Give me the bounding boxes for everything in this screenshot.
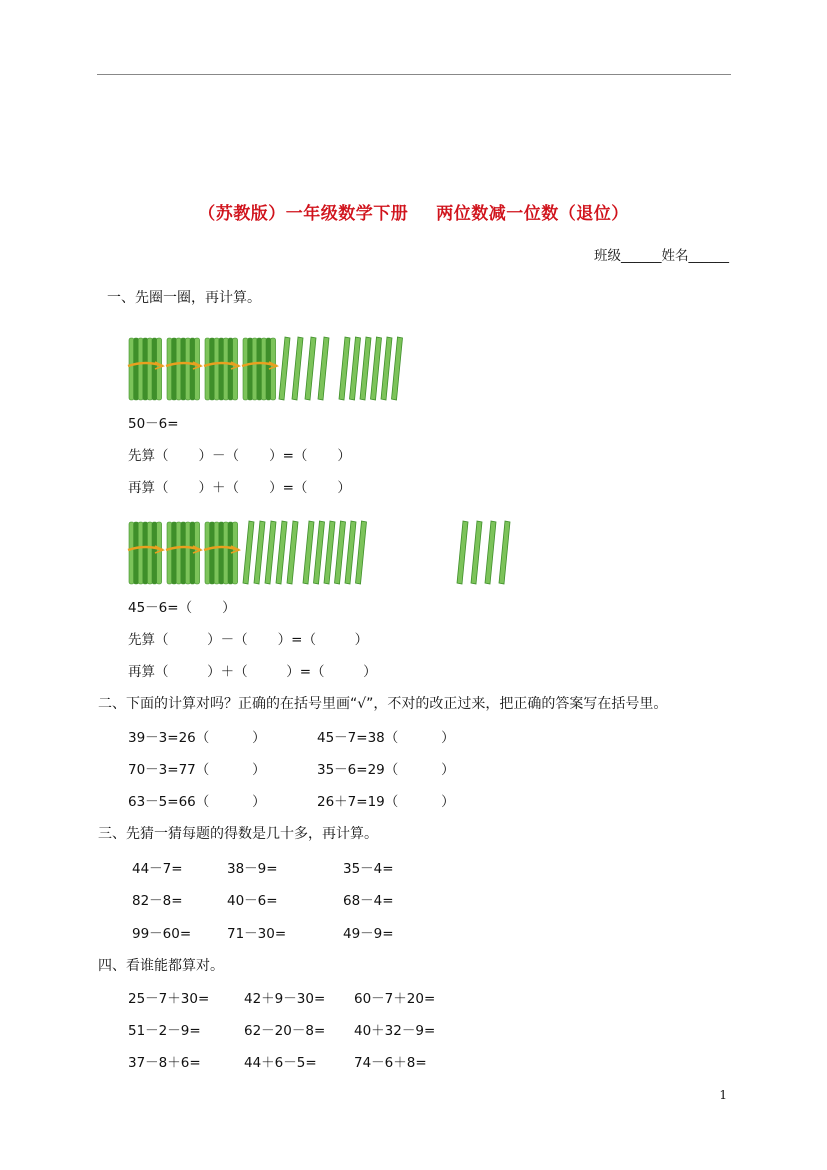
q2-step1: 先算（ ）－（ ）=（ ） [128,632,369,648]
single-stick [392,337,403,400]
class-name-line: 班级______姓名______ [594,248,729,264]
stick-bundle [204,338,239,400]
stick-bundle [166,338,201,400]
single-stick [350,337,361,400]
single-stick [279,337,290,400]
s4-item: 62－20－8= [244,1023,326,1039]
stick-bundle [204,522,239,584]
stick-bundle [242,338,277,400]
s3-item: 71－30= [227,926,287,942]
header-rule [97,74,731,75]
section3-heading: 三、先猜一猜每题的得数是几十多，再计算。 [98,826,378,842]
s4-item: 44＋6－5= [244,1055,317,1071]
s4-item: 42＋9－30= [244,991,326,1007]
s2-item: 63－5=66（ ） [128,794,266,810]
s3-item: 99－60= [132,926,192,942]
s3-item: 40－6= [227,893,278,909]
s2-item: 45－7=38（ ） [317,730,455,746]
single-stick [318,337,329,400]
stick-bundle [128,338,163,400]
q1-expression: 50－6= [128,416,179,432]
q2-expression: 45－6=（ ） [128,600,236,616]
s2-item: 70－3=77（ ） [128,762,266,778]
q1-step1: 先算（ ）－（ ）=（ ） [128,448,351,464]
single-stick [243,521,254,584]
s3-item: 68－4= [343,893,394,909]
single-stick [303,521,314,584]
single-stick [292,337,303,400]
sticks-picture-2 [127,520,517,586]
single-stick [485,521,496,584]
section1-heading: 一、先圈一圈，再计算。 [107,290,261,306]
single-stick [265,521,276,584]
title-left: （苏教版）一年级数学下册 [198,204,409,224]
single-stick [499,521,510,584]
s4-item: 37－8＋6= [128,1055,201,1071]
sticks-picture-1 [127,336,407,402]
stick-bundle [166,522,201,584]
s4-item: 40＋32－9= [354,1023,436,1039]
single-stick [324,521,335,584]
single-stick [471,521,482,584]
single-stick [457,521,468,584]
section2-heading: 二、下面的计算对吗？正确的在括号里画“√”，不对的改正过来，把正确的答案写在括号里。 [98,696,668,712]
single-stick [356,521,367,584]
single-stick [287,521,298,584]
single-stick [381,337,392,400]
single-stick [305,337,316,400]
single-stick [335,521,346,584]
single-stick [254,521,265,584]
s3-item: 44－7= [132,861,183,877]
single-stick [276,521,287,584]
single-stick [339,337,350,400]
page-number: 1 [719,1088,727,1102]
s2-item: 26＋7=19（ ） [317,794,455,810]
single-stick [371,337,382,400]
single-stick [345,521,356,584]
section4-heading: 四、看谁能都算对。 [98,958,224,974]
s3-item: 49－9= [343,926,394,942]
q2-step2: 再算（ ）＋（ ）=（ ） [128,664,377,680]
stick-bundle [128,522,163,584]
s2-item: 39－3=26（ ） [128,730,266,746]
s4-item: 74－6＋8= [354,1055,427,1071]
s4-item: 51－2－9= [128,1023,201,1039]
title-right: 两位数减一位数（退位） [436,204,629,224]
s3-item: 38－9= [227,861,278,877]
s4-item: 25－7＋30= [128,991,210,1007]
single-stick [314,521,325,584]
s3-item: 82－8= [132,893,183,909]
page-title [0,199,827,224]
single-stick [360,337,371,400]
q1-step2: 再算（ ）＋（ ）=（ ） [128,480,351,496]
s4-item: 60－7＋20= [354,991,436,1007]
s2-item: 35－6=29（ ） [317,762,455,778]
s3-item: 35－4= [343,861,394,877]
